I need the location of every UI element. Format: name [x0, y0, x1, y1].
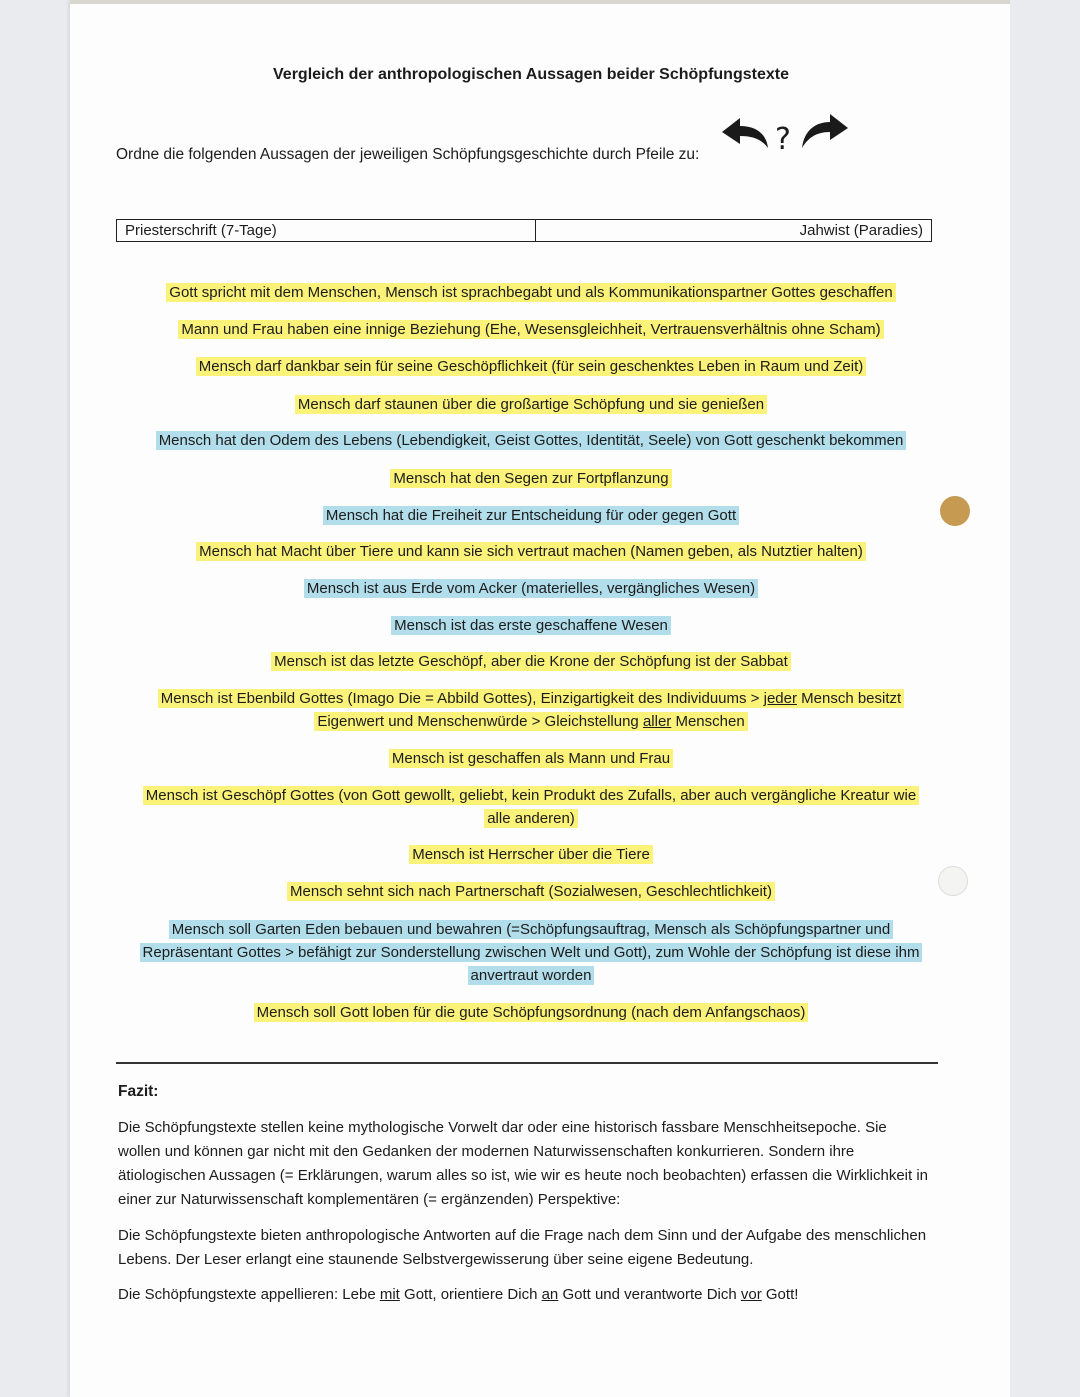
statement-multiline [0, 687, 1062, 733]
statement-text: Mensch darf dankbar sein für seine Geschöpflichkeit (für sein geschenktes Leben in Raum und Zeit) [196, 357, 867, 376]
statement [0, 577, 1062, 600]
statement-text: Mensch darf staunen über die großartige Schöpfung und sie genießen [295, 395, 767, 414]
divider [116, 1062, 938, 1064]
statement-text: Mensch soll Gott loben für die gute Schöpfungsordnung (nach dem Anfangschaos) [254, 1003, 809, 1022]
statement [0, 843, 1062, 866]
statement-text: anvertraut worden [468, 966, 595, 985]
page-title: Vergleich der anthropologischen Aussagen beider Schöpfungstexte [273, 66, 789, 83]
statement [0, 281, 1062, 304]
punch-hole [940, 496, 970, 526]
statement-text: Mensch ist Ebenbild Gottes (Imago Die = Abbild Gottes), Einzigartigkeit des Individuums > jeder Mensch besitzt [158, 689, 904, 708]
instruction-text: Ordne die folgenden Aussagen der jeweiligen Schöpfungsgeschichte durch Pfeile zu: [116, 146, 700, 163]
statement-text: Mensch ist geschaffen als Mann und Frau [389, 749, 673, 768]
statement [0, 318, 1062, 341]
arrow-symbols [718, 112, 853, 162]
arrow-left-icon [718, 114, 772, 156]
statement-text: Mensch ist aus Erde vom Acker (materielles, vergängliches Wesen) [304, 579, 758, 598]
statement-text: Mensch hat die Freiheit zur Entscheidung für oder gegen Gott [323, 506, 739, 525]
fazit-heading: Fazit: [118, 1083, 159, 1100]
statement [0, 1001, 1062, 1024]
statement [0, 393, 1062, 416]
statement [0, 614, 1062, 637]
statement-text: Mensch ist das erste geschaffene Wesen [391, 616, 671, 635]
statement [0, 540, 1062, 563]
statement-text: Mann und Frau haben eine innige Beziehung (Ehe, Wesensgleichheit, Vertrauensverhältnis ohne Scham) [178, 320, 883, 339]
fazit-paragraph-1: Die Schöpfungstexte stellen keine mythologische Vorwelt dar oder eine historisch fassbare Menschheitsepoche. Sie wollen und können gar nicht mit den Gedanken der modernen Naturwissenschaften konkurrieren. Sondern ihre ätiologischen Aussagen (= Erklärungen, warum alles so ist, wie wir es heute noch beobachten) erfassen die Wirklichkeit in einer zur Naturwissenschaft komplementären (= ergänzenden) Perspektive: [118, 1119, 928, 1208]
statement-text: Mensch sehnt sich nach Partnerschaft (Sozialwesen, Geschlechtlichkeit) [287, 882, 775, 901]
column-header-table [116, 219, 932, 242]
statement-text: Mensch hat Macht über Tiere und kann sie sich vertraut machen (Namen geben, als Nutztier halten) [196, 542, 866, 561]
statement [0, 880, 1062, 903]
page-top-edge [70, 0, 1010, 4]
statement-text: Mensch ist Herrscher über die Tiere [409, 845, 653, 864]
statement-text: Mensch ist das letzte Geschöpf, aber die Krone der Schöpfung ist der Sabbat [271, 652, 791, 671]
fazit-paragraph-3: Die Schöpfungstexte appellieren: Lebe mit Gott, orientiere Dich an Gott und verantworte Dich vor Gott! [118, 1286, 799, 1303]
fazit-paragraph-2: Die Schöpfungstexte bieten anthropologische Antworten auf die Frage nach dem Sinn und der Aufgabe des menschlichen Lebens. Der Leser erlangt eine staunende Selbstvergewisserung über seine eigene Bedeutung. [118, 1227, 927, 1268]
statement [0, 429, 1062, 452]
statement-text: Mensch hat den Odem des Lebens (Lebendigkeit, Geist Gottes, Identität, Seele) von Gott geschenkt bekommen [156, 431, 907, 450]
statement [0, 504, 1062, 527]
statement-multiline [0, 784, 1062, 830]
arrow-right-icon [798, 112, 852, 154]
statement-text: Gott spricht mit dem Menschen, Mensch ist sprachbegabt und als Kommunikationspartner Gottes geschaffen [166, 283, 895, 302]
statement [0, 467, 1062, 490]
punch-hole [938, 866, 968, 896]
statement-text: alle anderen) [484, 809, 578, 828]
statement-text: Mensch soll Garten Eden bebauen und bewahren (=Schöpfungsauftrag, Mensch als Schöpfungspartner und [169, 920, 893, 939]
header-priesterschrift: Priesterschrift (7-Tage) [117, 220, 536, 241]
statement-text: Mensch hat den Segen zur Fortpflanzung [390, 469, 671, 488]
statement-text: Repräsentant Gottes > befähigt zur Sonderstellung zwischen Welt und Gott), zum Wohle der Schöpfung ist diese ihm [140, 943, 923, 962]
statement [0, 747, 1062, 770]
question-mark: ? [775, 122, 791, 157]
statement [0, 355, 1062, 378]
statement-multiline [0, 918, 1062, 987]
header-jahwist: Jahwist (Paradies) [799, 222, 923, 239]
statement-text: Mensch ist Geschöpf Gottes (von Gott gewollt, geliebt, kein Produkt des Zufalls, aber auch vergängliche Kreatur wie [143, 786, 919, 805]
statement [0, 650, 1062, 673]
statement-text: Eigenwert und Menschenwürde > Gleichstellung aller Menschen [314, 712, 747, 731]
